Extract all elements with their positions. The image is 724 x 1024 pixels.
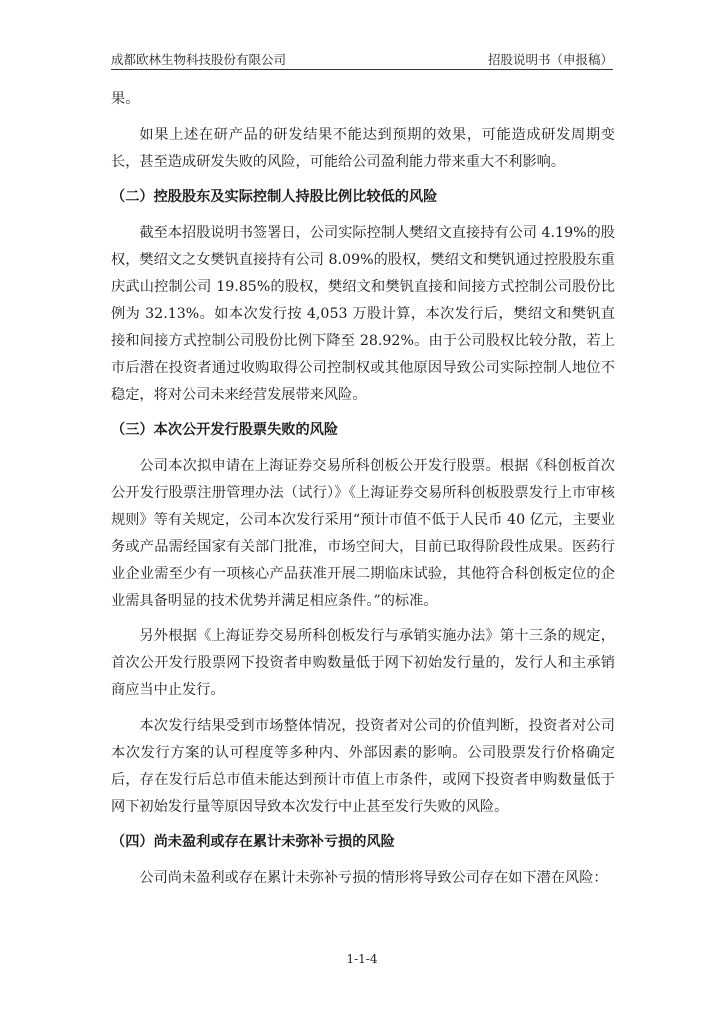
document-body [111,86,615,900]
page-header [111,52,613,68]
section-heading-2: （二）控股股东及实际控制人持股比例比较低的风险 [111,189,438,205]
paragraph-ipo-failure-risk: 本次发行结果受到市场整体情况，投资者对公司的价值判断，投资者对公司本次发行方案的认可程度等多种内、外部因素的影响。公司股票发行价格确定后，存在发行后总市值未能达到预计市值上市条件，或网下投资者申购数量低于网下初始发行量等原因导致本次发行中止甚至发行失败的风险。 [111,717,615,815]
section-heading-3: （三）本次公开发行股票失败的风险 [111,422,339,438]
section-heading-4: （四）尚未盈利或存在累计未弥补亏损的风险 [111,834,395,850]
header-company-name: 成都欧林生物科技股份有限公司 [111,52,287,67]
page-number: 1-1-4 [346,952,378,966]
paragraph-rd-risk: 如果上述在研产品的研发结果不能达到预期的效果，可能造成研发周期变长，甚至造成研发失败的风险，可能给公司盈利能力带来重大不利影响。 [111,126,615,170]
paragraph-shareholding-risk: 截至本招股说明书签署日，公司实际控制人樊绍文直接持有公司 4.19%的股权，樊绍文之女樊钒直接持有公司 8.09%的股权，樊绍文和樊钒通过控股股东重庆武山控制公司 19.85%的股权，樊绍文和樊钒直接和间接方式控制公司股份比例为 32.13%。如本次发行按 4,053 万股计算，本次发行后，樊绍文和樊钒直接和间接方式控制公司股份比例下降至 28.92%。由于公司股权比较分散，若上市后潜在投资者通过收购取得公司控制权或其他原因导致公司实际控制人地位不稳定，将对公司未来经营发展带来风险。 [111,224,615,403]
paragraph-ipo-standard: 公司本次拟申请在上海证券交易所科创板公开发行股票。根据《科创板首次公开发行股票注册管理办法（试行）》《上海证券交易所科创板股票发行上市审核规则》等有关规定，公司本次发行采用“预计市值不低于人民币 40 亿元，主要业务或产品需经国家有关部门批准，市场空间大，目前已取得阶段性成果。医药行业企业需至少有一项核心产品获准开展二期临床试验，其他符合科创板定位的企业需具备明显的技术优势并满足相应条件。”的标准。 [111,457,615,609]
header-document-title: 招股说明书（申报稿） [487,52,613,67]
paragraph-continuation: 果。 [111,91,140,107]
paragraph-ipo-suspension-rule: 另外根据《上海证券交易所科创板发行与承销实施办法》第十三条的规定，首次公开发行股票网下投资者申购数量低于网下初始发行量的，发行人和主承销商应当中止发行。 [111,628,615,698]
header-divider [111,69,613,70]
paragraph-loss-risk-intro: 公司尚未盈利或存在累计未弥补亏损的情形将导致公司存在如下潜在风险： [139,869,608,886]
